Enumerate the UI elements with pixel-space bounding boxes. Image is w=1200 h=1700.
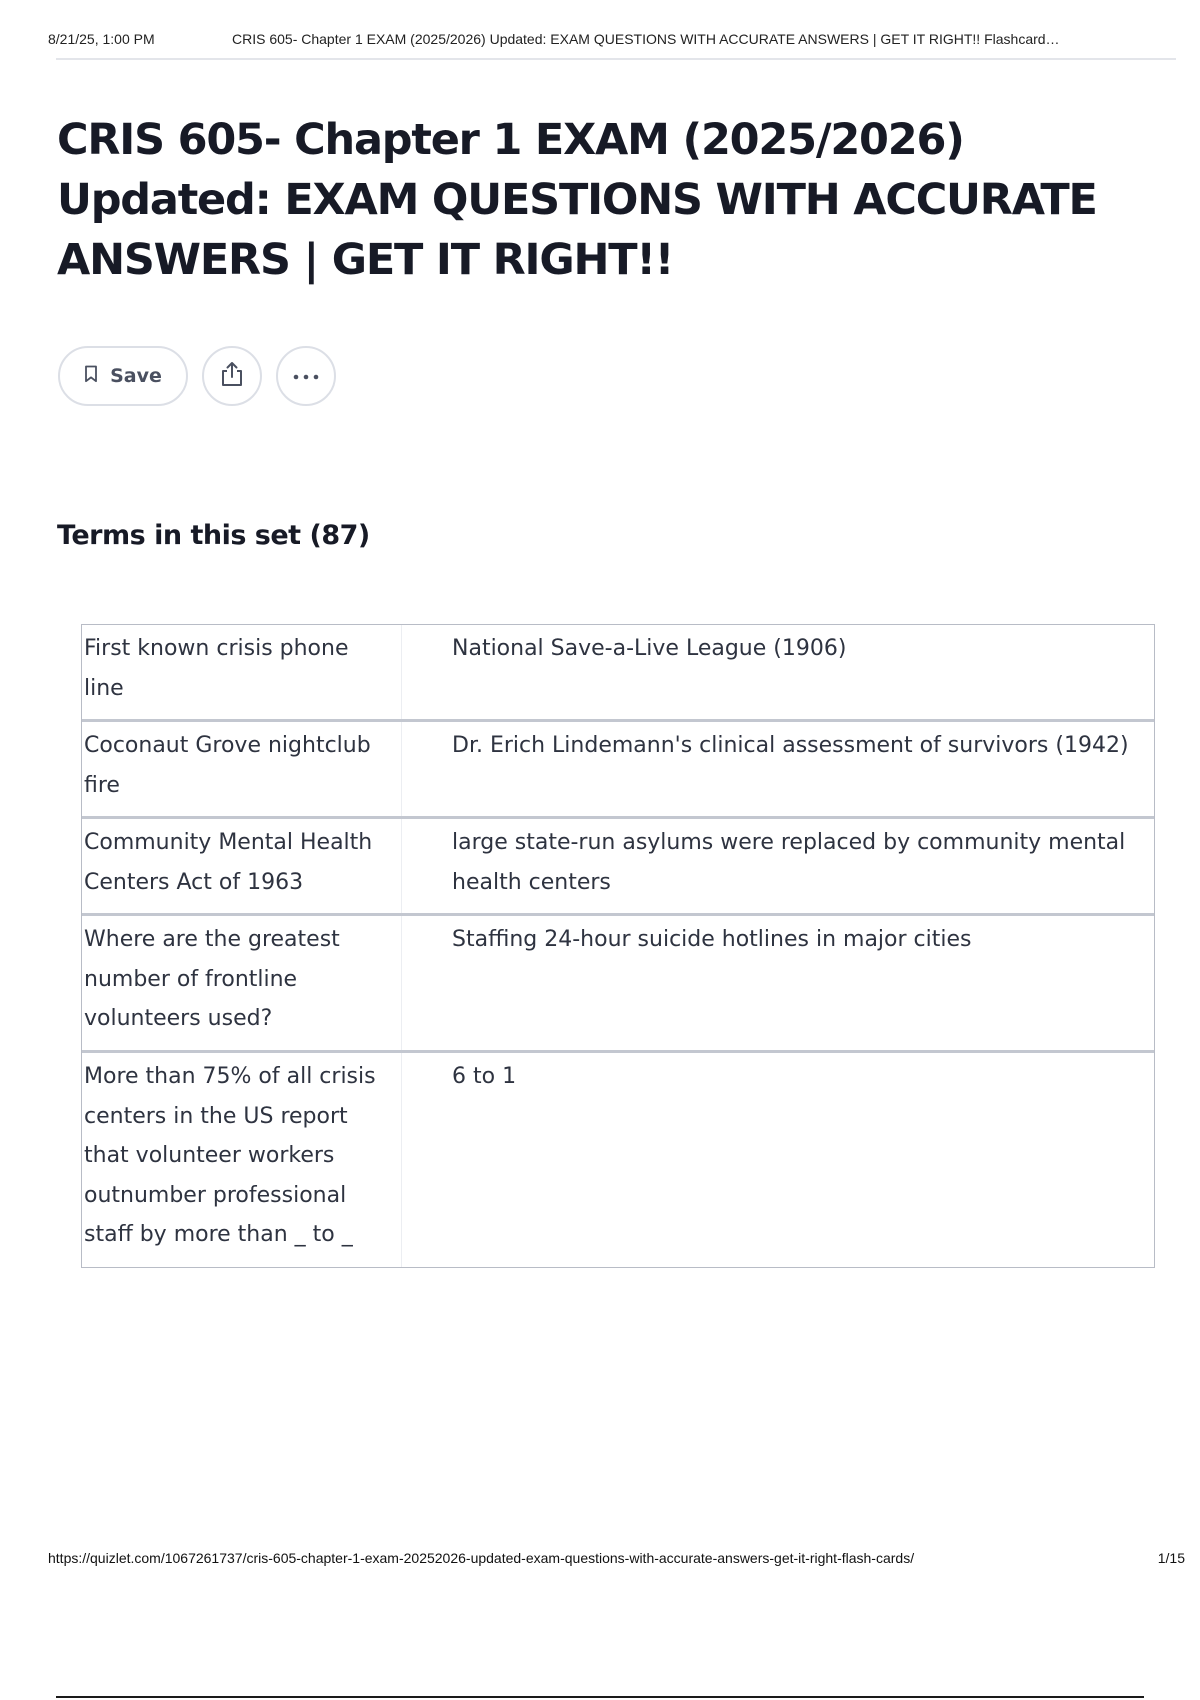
share-icon xyxy=(219,360,245,393)
save-button-label: Save xyxy=(110,365,162,387)
terms-table xyxy=(81,624,1155,1268)
definition-cell: large state-run asylums were replaced by community mental health centers xyxy=(452,830,1126,895)
terms-heading: Terms in this set (87) xyxy=(57,520,370,551)
definition-cell: Dr. Erich Lindemann's clinical assessment of survivors (1942) xyxy=(452,733,1129,758)
page-number: 1/15 xyxy=(1157,1550,1185,1566)
header-divider xyxy=(56,58,1176,60)
more-dots-icon xyxy=(293,367,319,385)
term-cell: First known crisis phone line xyxy=(82,625,402,719)
term-cell: Community Mental Health Centers Act of 1963 xyxy=(82,819,402,913)
bottom-divider xyxy=(56,1696,1144,1698)
more-options-button[interactable] xyxy=(276,346,336,406)
table-row xyxy=(82,722,1154,819)
definition-cell: Staffing 24-hour suicide hotlines in major cities xyxy=(452,927,972,952)
share-button[interactable] xyxy=(202,346,262,406)
table-row xyxy=(82,1053,1154,1267)
term-cell: Coconaut Grove nightclub fire xyxy=(82,722,402,816)
table-row xyxy=(82,916,1154,1053)
term-cell: Where are the greatest number of frontline volunteers used? xyxy=(82,916,402,1050)
save-button[interactable] xyxy=(58,346,188,406)
print-document-title: CRIS 605- Chapter 1 EXAM (2025/2026) Updated: EXAM QUESTIONS WITH ACCURATE ANSWERS | GET IT RIGHT!! Flashcard… xyxy=(232,31,1060,47)
table-row xyxy=(82,625,1154,722)
term-cell: More than 75% of all crisis centers in the US report that volunteer workers outnumber professional staff by more than _ to _ xyxy=(82,1053,402,1267)
definition-cell: National Save-a-Live League (1906) xyxy=(452,636,847,661)
print-date: 8/21/25, 1:00 PM xyxy=(48,31,155,47)
bookmark-icon xyxy=(84,365,98,388)
print-footer-url: https://quizlet.com/1067261737/cris-605-chapter-1-exam-20252026-updated-exam-questions-with-accurate-answers-get-it-right-flash-cards/ xyxy=(48,1550,915,1566)
table-row xyxy=(82,819,1154,916)
print-header xyxy=(48,28,1180,50)
definition-cell: 6 to 1 xyxy=(452,1064,517,1089)
page-title: CRIS 605- Chapter 1 EXAM (2025/2026) Updated: EXAM QUESTIONS WITH ACCURATE ANSWERS | GET IT RIGHT!! xyxy=(57,115,1097,285)
action-bar xyxy=(58,345,336,407)
